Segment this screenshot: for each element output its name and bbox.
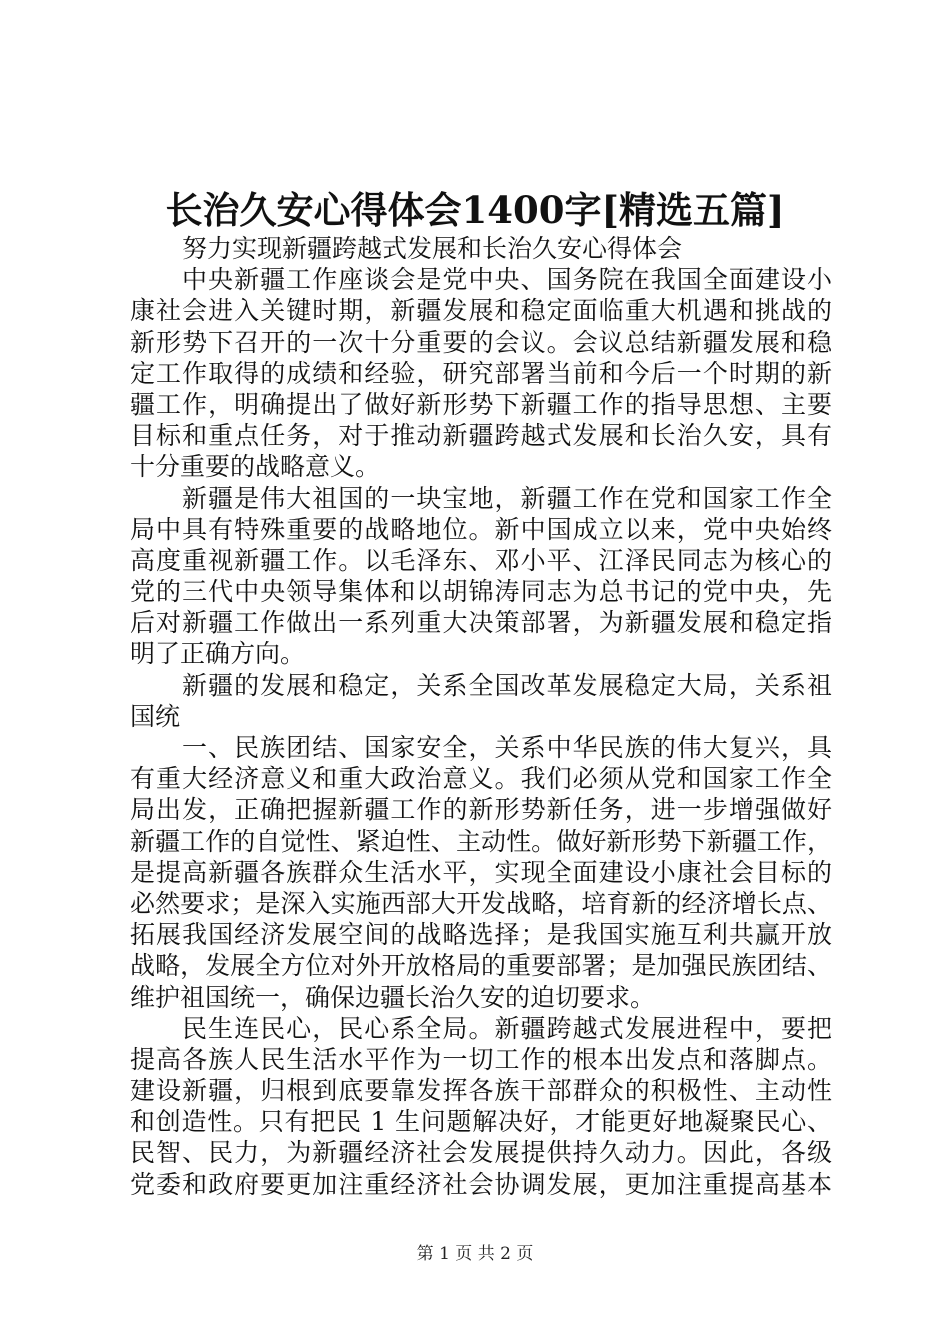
- text-line: 新形势下召开的一次十分重要的会议。会议总结新疆发展和稳: [130, 327, 832, 357]
- text-line: 必然要求；是深入实施西部大开发战略，培育新的经济增长点、: [130, 888, 832, 918]
- document-body: [130, 233, 832, 1200]
- text-line: 党委和政府要更加注重经济社会协调发展，更加注重提高基本: [130, 1169, 832, 1199]
- text-line: 国统: [130, 701, 181, 731]
- text-line: 和创造性。只有把民 1 生问题解决好，才能更好地凝聚民心、: [130, 1107, 832, 1137]
- text-line: 后对新疆工作做出一系列重大决策部署，为新疆发展和稳定指: [130, 608, 832, 638]
- text-line: 一、民族团结、国家安全，关系中华民族的伟大复兴，具: [182, 733, 832, 762]
- text-line: 拓展我国经济发展空间的战略选择；是我国实施互利共赢开放: [130, 920, 832, 950]
- text-line: 建设新疆，归根到底要靠发挥各族干部群众的积极性、主动性: [130, 1076, 832, 1106]
- text-line: 目标和重点任务，对于推动新疆跨越式发展和长治久安，具有: [130, 421, 832, 451]
- text-line: 新疆的发展和稳定，关系全国改革发展稳定大局，关系祖: [182, 670, 832, 700]
- text-line: 定工作取得的成绩和经验，研究部署当前和今后一个时期的新: [130, 358, 832, 388]
- text-line: 新疆工作的自觉性、紧迫性、主动性。做好新形势下新疆工作，: [130, 826, 832, 856]
- text-line: 党的三代中央领导集体和以胡锦涛同志为总书记的党中央，先: [130, 577, 832, 607]
- text-line: 战略，发展全方位对外开放格局的重要部署；是加强民族团结、: [130, 951, 832, 981]
- text-line: 有重大经济意义和重大政治意义。我们必须从党和国家工作全: [130, 764, 832, 794]
- text-line: 局中具有特殊重要的战略地位。新中国成立以来，党中央始终: [130, 514, 832, 544]
- text-line: 十分重要的战略意义。: [130, 452, 381, 482]
- text-line: 明了正确方向。: [130, 639, 306, 669]
- text-line: 努力实现新疆跨越式发展和长治久安心得体会: [182, 234, 683, 263]
- text-line: 民智、民力，为新疆经济社会发展提供持久动力。因此，各级: [130, 1138, 832, 1168]
- text-line: 是提高新疆各族群众生活水平，实现全面建设小康社会目标的: [130, 857, 832, 887]
- text-line: 疆工作，明确提出了做好新形势下新疆工作的指导思想、主要: [130, 389, 832, 419]
- text-line: 提高各族人民生活水平作为一切工作的根本出发点和落脚点。: [130, 1044, 832, 1074]
- page-footer: 第 1 页 共 2 页: [416, 1244, 534, 1264]
- text-line: 局出发，正确把握新疆工作的新形势新任务，进一步增强做好: [130, 795, 832, 825]
- text-line: 高度重视新疆工作。以毛泽东、邓小平、江泽民同志为核心的: [130, 545, 832, 575]
- text-line: 民生连民心，民心系全局。新疆跨越式发展进程中，要把: [182, 1013, 832, 1043]
- text-line: 新疆是伟大祖国的一块宝地，新疆工作在党和国家工作全: [182, 483, 832, 513]
- text-line: 康社会进入关键时期，新疆发展和稳定面临重大机遇和挑战的: [130, 296, 832, 326]
- document-title: 长治久安心得体会1400字[精选五篇]: [165, 188, 785, 232]
- text-line: 中央新疆工作座谈会是党中央、国务院在我国全面建设小: [182, 265, 832, 295]
- text-line: 维护祖国统一，确保边疆长治久安的迫切要求。: [130, 982, 656, 1012]
